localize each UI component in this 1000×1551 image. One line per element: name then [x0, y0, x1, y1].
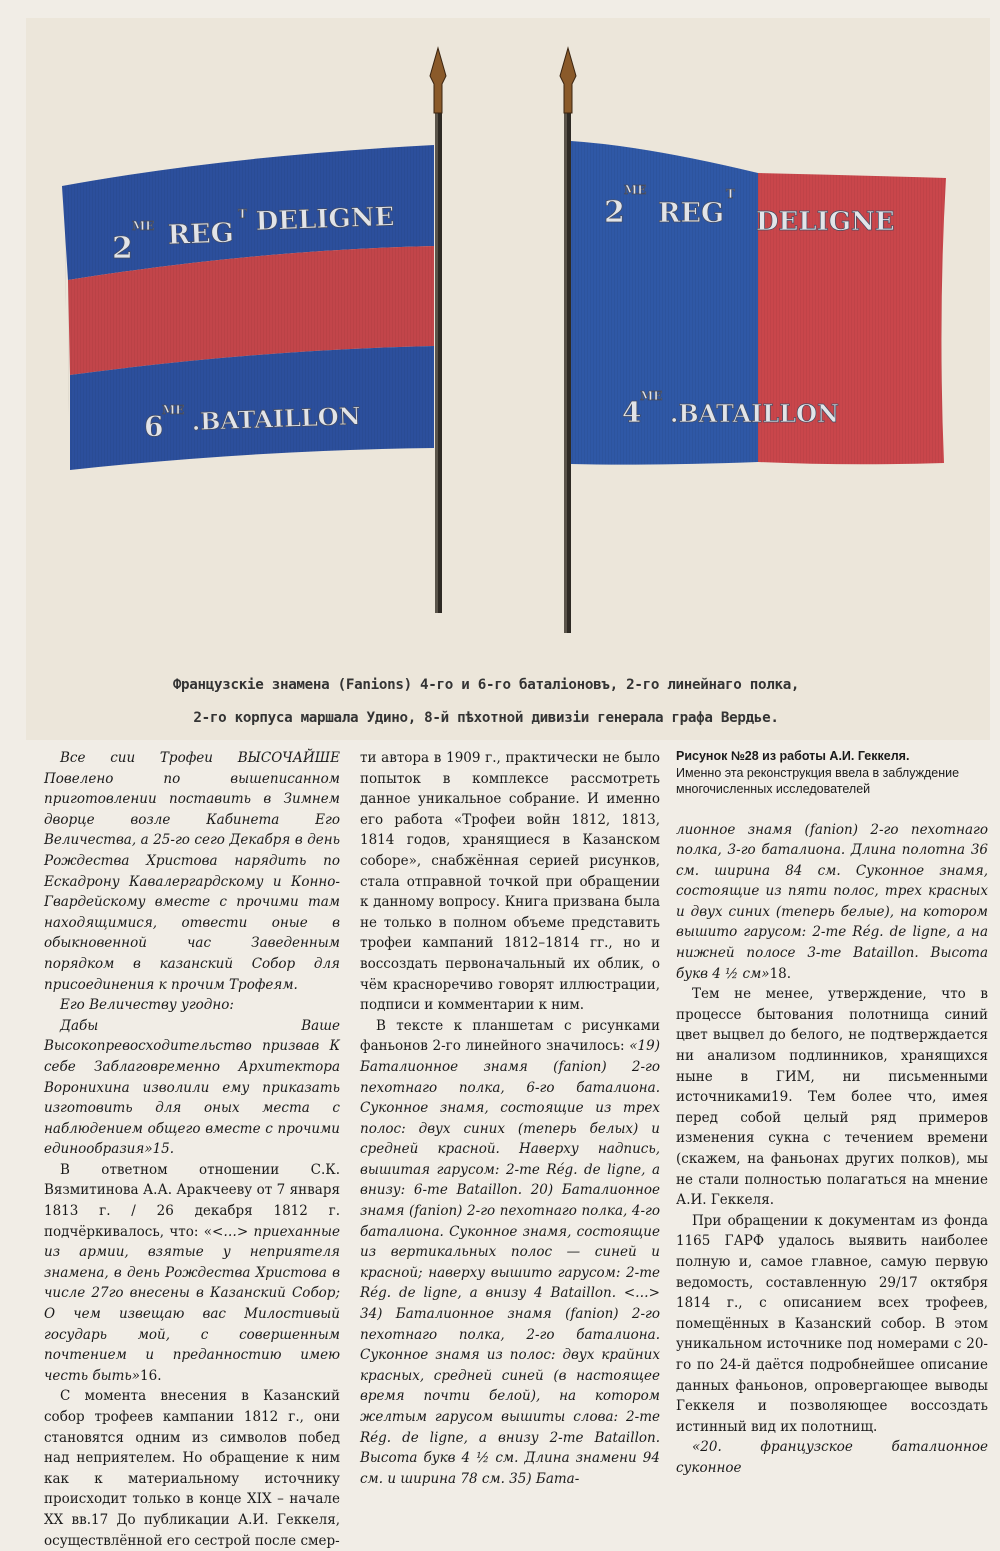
paragraph: лионное знамя (fanion) 2-го пехотнаго полка, 3-го баталиона. Длина полотна 36 см. ширина 84 см. Суконное знамя, состоящие из пяти полос, трех красных и двух синих (теперь белые), на котором вышито гарусом: 2-me Rég. de ligne, а на нижней полосе 3-me Bataillon. Высота букв 4 ½ см»18.	[676, 821, 988, 982]
right-flag-finial	[560, 48, 576, 113]
left-flag-bottom-bataillon: .BATAILLON	[191, 401, 362, 436]
left-flag-top-deligne: DELIGNE	[255, 202, 395, 237]
paragraph: В тексте к планшетам с рисунками фаньонов 2-го линейного значилось: «19) Баталионное знамя (fanion) 2-го пехотнаго полка, 6-го баталиона. Суконное знамя, состоящие из трех полос: двух синих (теперь белых) и средней красной. Наверху надпись, вышитая гарусом: 2-me Rég. de ligne, а внизу: 6-me Bataillon. 20) Баталионное знамя (fanion) 2-го пехотнаго полка, 4-го баталиона. Суконное знамя, состоящие из вертикальных полос — синей и красной; наверху вышито гарусом: 2-me Rég. de ligne, а внизу 4 Bataillon. <…> 34) Баталионное знамя (fanion) 2-го пехотнаго полка, 2-го баталиона. Суконное знамя из полос: двух крайних красных, средней синей (в настоящее время почти белой), на котором желтым гарусом вышиты слова: 2-me Rég. de ligne, а внизу 2-me Bataillon. Высота букв 4 ½ см. Длина знамени 94 см. и ширина 78 см. 35) Бата-	[360, 1017, 660, 1487]
figure-caption-text: Именно эта реконструкция ввела в заблуждение многочисленных исследователей	[676, 765, 960, 796]
right-flag-top-deligne: DELIGNE	[756, 207, 895, 237]
left-flag-top-num: 2	[112, 231, 133, 266]
right-flag-top-sup2: T	[726, 187, 735, 201]
left-flag-top-sup2: T	[238, 207, 247, 221]
left-flag-bottom-num: 6	[144, 410, 164, 443]
paragraph: Его Величеству угодно:	[60, 997, 234, 1014]
right-flag-top-reg: REG	[658, 198, 725, 229]
left-flag-bottom-sup: ME	[162, 403, 185, 417]
left-flag-top-reg: REG	[167, 217, 235, 251]
left-flag	[62, 48, 446, 613]
figure-caption-title: Рисунок №28 из работы А.И. Геккеля.	[676, 749, 910, 763]
paragraph: С момента внесения в Казанский собор трофеев кампании 1812 г., они становятся одним из символов побед над неприятелем. Но обращение к ним как к материальному источнику происходит только в конце XIX – начале XX вв.17 До публикации А.И. Геккеля, осуществлённой его сестрой после смер-	[44, 1388, 340, 1549]
right-flag	[560, 48, 946, 633]
flags-illustration	[26, 18, 990, 668]
illustration-plate	[26, 18, 990, 740]
plate-caption-line2: 2-го корпуса маршала Удино, 8-й пѣхотной дивизіи генерала графа Вердье.	[193, 710, 779, 726]
figure-caption	[676, 748, 988, 798]
paragraph: Все сии Трофеи ВЫСОЧАЙШЕ Повелено по вышеписанном приготовлении поставить в Зимнем дворце возле Кабинета Его Величества, а 25-го сего Декабря в день Рождества Христова нарядить по Ескадрону Кавалергардскому и Конно-Гвардейскому вместе с прочими там находящимися, отвести оные в обыкновенной час Заведенным порядком в казанский Собор для присоединения к прочим Трофеям.	[44, 750, 340, 993]
right-flag-bottom-num: 4	[622, 396, 642, 429]
right-flag-top-num: 2	[604, 195, 625, 230]
right-flag-top-sup1: ME	[624, 183, 647, 197]
text-column-1	[44, 748, 340, 1551]
text-column-3	[676, 748, 988, 1479]
right-flag-bottom-bataillon: .BATAILLON	[670, 399, 839, 428]
paragraph: Дабы Ваше Высокопревосходительство призвав К себе Заблаговременно Архитектора Воронихина изволили ему приказать изготовить для оных места с наблюдением общего вместе с прочими единообразия»15.	[44, 1017, 340, 1158]
paragraph: ти автора в 1909 г., практически не было попыток в комплексе рассмотреть данное уникальное собрание. И именно его работа «Трофеи войн 1812, 1813, 1814 годов, хранящиеся в Казанском соборе», снабжённая серией рисунков, стала отправной точкой при обращении к данному вопросу. Книга призвана была не только в полном объеме представить трофеи кампаний 1812–1814 гг., но и воссоздать первоначальный их облик, о чём красноречиво говорят иллюстрации, подписи и комментарии к ним.	[360, 750, 660, 1014]
left-flag-finial	[430, 48, 446, 113]
paragraph: Тем не менее, утверждение, что в процессе бытования полотнища синий цвет выцвел до белого, не подтверждается ни анализом подлинников, хранящихся ныне в ГИМ, ни письменными источниками19. Тем более что, имея перед собой целый ряд примеров изменения сукна с течением времени (скажем, на фаньонах других полков), мы не стали полностью полагаться на мнение А.И. Геккеля.	[676, 986, 988, 1209]
plate-caption-line1: Французскіе знамена (Fanions) 4-го и 6-го баталіоновъ, 2-го линейнаго полка,	[172, 677, 800, 693]
right-flag-bottom-sup: ME	[640, 389, 663, 403]
paragraph: «20. французское баталионное суконное	[676, 1439, 988, 1476]
paragraph: В ответном отношении С.К. Вязмитинова А.А. Аракчееву от 7 января 1813 г. / 26 декабря 1812 г. подчёркивалось, что: «<…> приеханные из армии, взятые у неприятеля знамена, в день Рождества Христова в числе 27го внесены в Казанский Собор; О чем извещаю вас Милостивый государь мой, с совершенным почтением и преданностию имею честь быть»16.	[44, 1161, 340, 1384]
left-flag-top-sup1: ME	[132, 219, 155, 233]
paragraph: При обращении к документам из фонда 1165 ГАРФ удалось выявить наиболее полную и, самое главное, самую первую ведомость, составленную 29/17 октября 1814 г., с описанием всех трофеев, помещённых в Казанский собор. В этом уникальном источнике под номерами с 20-го по 24-й даётся подробнейшее описание данных фаньонов, опровергающее выводы Геккеля и позволяющее воссоздать истинный вид их полотнищ.	[676, 1212, 988, 1435]
text-column-2	[360, 748, 660, 1489]
